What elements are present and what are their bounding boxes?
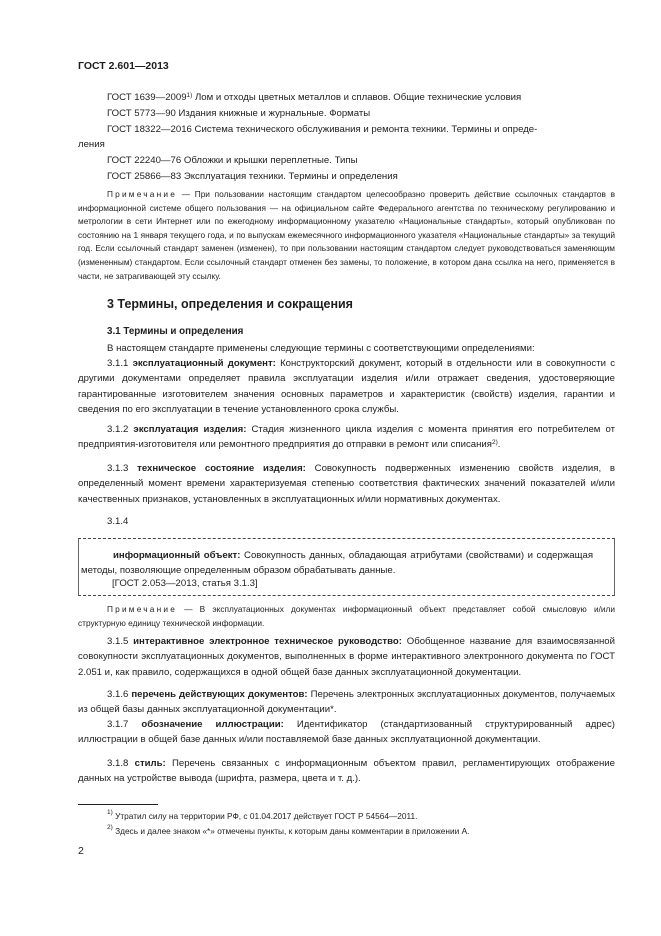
ref-item-continued: ления [78, 139, 105, 150]
term-3-1-7: 3.1.7 обозначение иллюстрации: Идентификатор (стандартизованный структурированный адрес) иллюстрации в общей базе данных и/или поставляемой базе данных эксплуатационной документации. [78, 719, 615, 746]
footnote: $^{2)}$ Здесь и далее знаком «*» отмечены пункты, к которым даны комментарии в приложении А. [107, 824, 470, 836]
section-intro: В настоящем стандарте применены следующие термины с соответствующими определениями: [107, 343, 535, 354]
subsection-heading: 3.1 Термины и определения [107, 326, 244, 337]
section-heading: 3 Термины, определения и сокращения [107, 297, 353, 311]
ref-item: ГОСТ 18322—2016 Система технического обслуживания и ремонта техники. Термины и опреде- [107, 124, 538, 135]
term-3-1-4: информационный объект: Совокупность данных, обладающая атрибутами (свойствами) и содержащая методы, позволяющие определенным образом обрабатывать данные. [81, 550, 594, 577]
footnote: $^{1)}$ Утратил силу на территории РФ, с 01.04.2017 действует ГОСТ Р 54564—2011. [107, 809, 418, 821]
term-3-1-4-number: 3.1.4 [107, 516, 129, 527]
note-information-object: Примечание — В эксплуатационных документах информационный объект представляет собой смысловую и/или структурную единицу технической информации. [78, 604, 615, 628]
term-3-1-2: 3.1.2 эксплуатация изделия: Стадия жизненного цикла изделия с момента принятия его потребителем от предприятия-изготовителя или ремонтного предприятия до отправки в ремонт или списания$^{2)}$. [78, 424, 615, 451]
note-references: Примечание — При пользовании настоящим стандартом целесообразно проверить действие ссылочных стандартов в информационной системе общего пользования — на официальном сайте Федерального агентства по техническому регулированию и метрологии в сети Интернет или по ежегодному информационному указателю «Национальные стандарты», который опубликован по состоянию на 1 января текущего года, и по выпускам ежемесячного информационного указателя «Национальные стандарты» за текущий год. Если ссылочный стандарт заменен (изменен), то при пользовании настоящим стандартом следует руководствоваться заменяющим (измененным) стандартом. Если ссылочный стандарт отменен без замены, то положение, в котором дана ссылка на него, применяется в части, не затрагивающей эту ссылку. [78, 189, 615, 281]
page-number: 2 [78, 845, 84, 857]
term-3-1-3: 3.1.3 техническое состояние изделия: Совокупность подверженных изменению свойств изделия, в определенный момент времени характеризуемая степенью соответствия фактических значений показателей и/или качественных признаков, установленных в эксплуатационных и/или нормативных документах. [78, 463, 615, 505]
term-3-1-5: 3.1.5 интерактивное электронное техническое руководство: Обобщенное название для взаимосвязанной совокупности эксплуатационных документов, выполненных в форме интерактивного электронного документа по ГОСТ 2.051 и, как правило, содержащихся в одной общей базе данных эксплуатационной документации. [78, 636, 615, 678]
ref-item: ГОСТ 5773—90 Издания книжные и журнальные. Форматы [107, 108, 371, 119]
footnote-separator [78, 804, 158, 805]
ref-item: ГОСТ 25866—83 Эксплуатация техники. Термины и определения [107, 171, 398, 182]
term-3-1-8: 3.1.8 стиль: Перечень связанных с информационным объектом правил, регламентирующих отображение данных на устройстве вывода (шрифта, размера, цвета и т. д.). [78, 758, 615, 785]
ref-item: ГОСТ 1639—2009$^{1)}$ Лом и отходы цветных металлов и сплавов. Общие технические условия [107, 92, 522, 103]
term-3-1-1: 3.1.1 эксплуатационный документ: Конструкторский документ, который в отдельности или в совокупности с другими документами определяет правила эксплуатации изделия и/или отражает сведения, удостоверяющие гарантированные изготовителем значения основных параметров и характеристик (свойств) изделия, гарантии и сведения по его эксплуатации в течение установленного срока службы. [78, 358, 615, 415]
ref-item: ГОСТ 22240—76 Обложки и крышки переплетные. Типы [107, 155, 358, 166]
term-3-1-6: 3.1.6 перечень действующих документов: Перечень электронных эксплуатационных документов, получаемых из общей базы данных эксплуатационной документации*. [78, 689, 615, 716]
quoted-definition-box [78, 538, 615, 596]
document-header: ГОСТ 2.601—2013 [78, 60, 169, 72]
definition-source: [ГОСТ 2.053—2013, статья 3.1.3] [112, 578, 258, 589]
